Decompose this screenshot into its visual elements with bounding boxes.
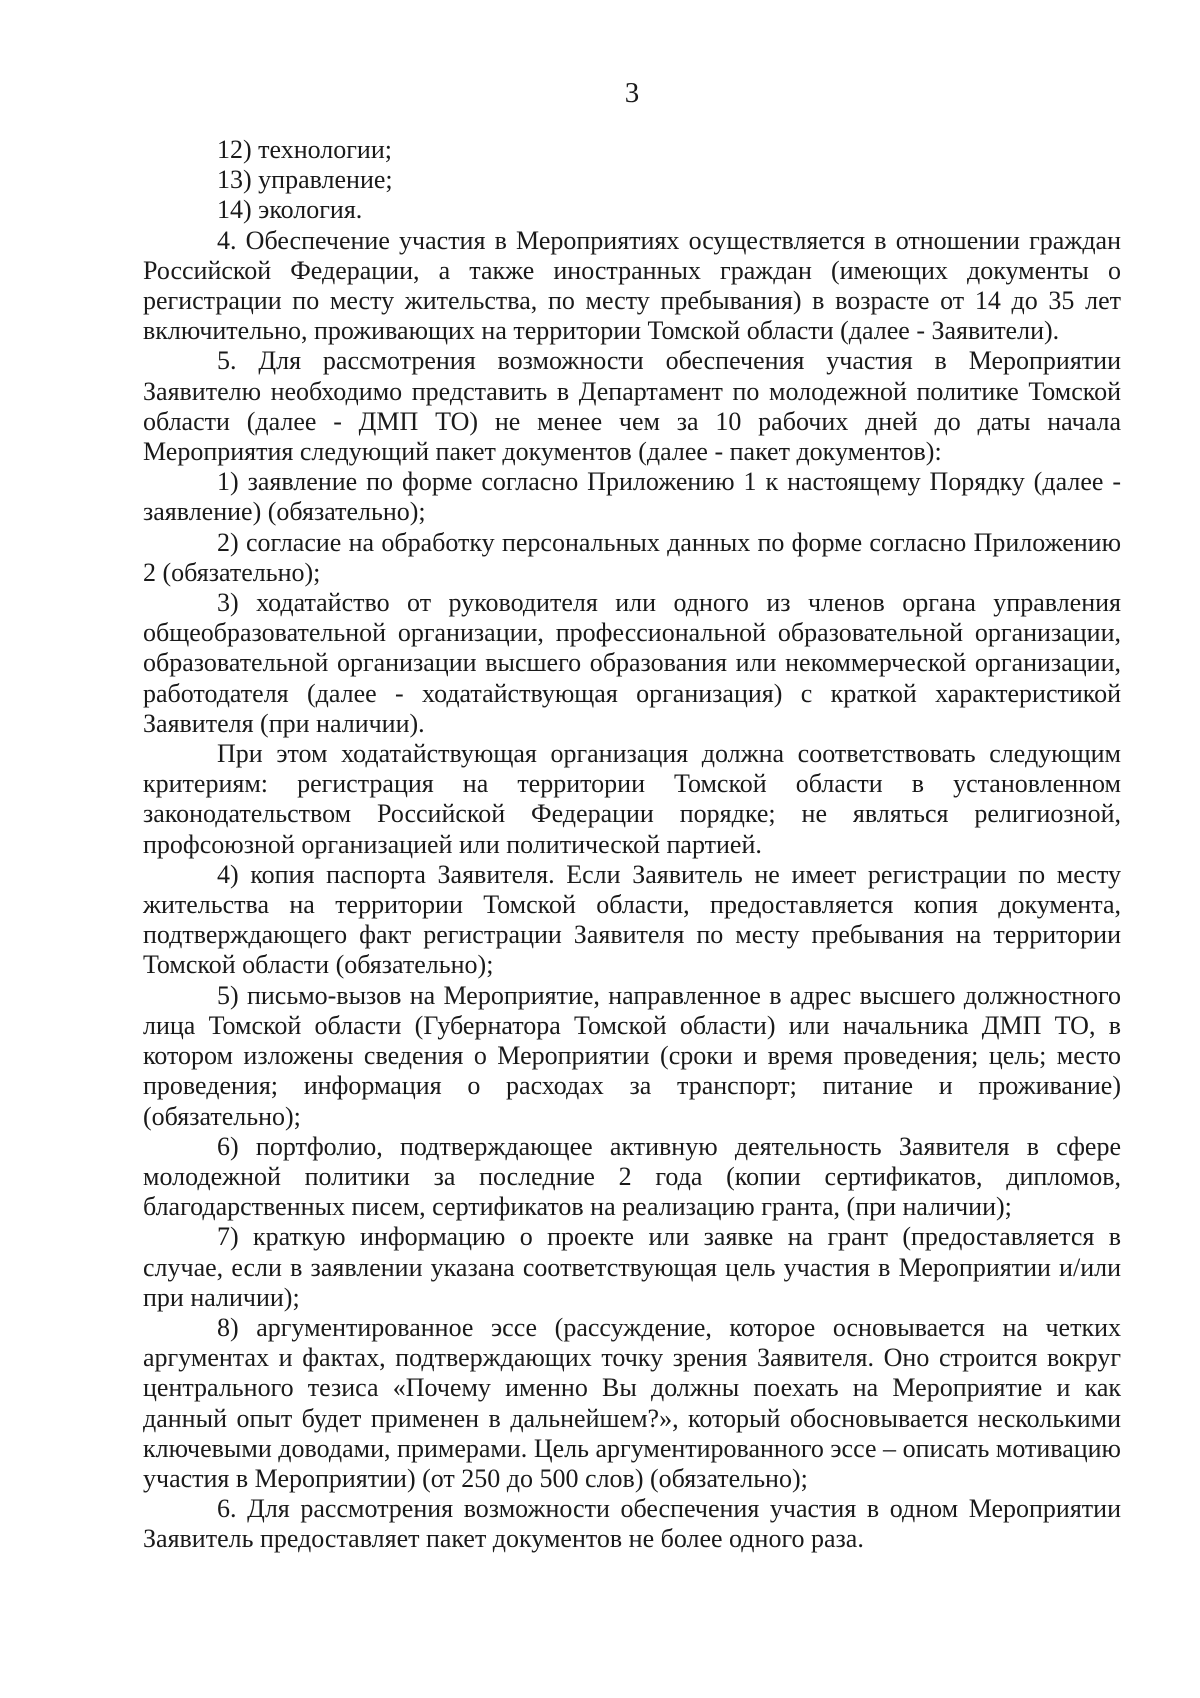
clause-4: 4. Обеспечение участия в Мероприятиях осуществляется в отношении граждан Российской Федерации, а также иностранных граждан (имеющих документы о регистрации по месту жительства, по месту пребывания) в возрасте от 14 до 35 лет включительно, проживающих на территории Томской области (далее - Заявители). <box>143 225 1121 346</box>
clause-5: 5. Для рассмотрения возможности обеспечения участия в Мероприятии Заявителю необходимо представить в Департамент по молодежной политике Томской области (далее - ДМП ТО) не менее чем за 10 рабочих дней до даты начала Мероприятия следующий пакет документов (далее - пакет документов): <box>143 346 1121 467</box>
criteria-paragraph: При этом ходатайствующая организация должна соответствовать следующим критериям: регистрация на территории Томской области в установленном законодательством Российской Федерации порядке; не являться религиозной, профсоюзной организацией или политической партией. <box>143 739 1121 859</box>
document-item-8: 8) аргументированное эссе (рассуждение, которое основывается на четких аргументах и фактах, подтверждающих точку зрения Заявителя. Оно строится вокруг центрального тезиса «Почему именно Вы должны поехать на Мероприятие и как данный опыт будет применен в дальнейшем?», который обосновывается несколькими ключевыми доводами, примерами. Цель аргументированного эссе – описать мотивацию участия в Мероприятии) (от 250 до 500 слов) (обязательно); <box>143 1312 1121 1493</box>
list-item-13: 13) управление; <box>217 165 393 195</box>
document-item-2: 2) согласие на обработку персональных данных по форме согласно Приложению 2 (обязательно); <box>143 527 1121 587</box>
document-item-6: 6) портфолио, подтверждающее активную деятельность Заявителя в сфере молодежной политики за последние 2 года (копии сертификатов, дипломов, благодарственных писем, сертификатов на реализацию гранта, (при наличии); <box>143 1131 1121 1222</box>
list-item-14: 14) экология. <box>217 195 363 225</box>
document-item-7: 7) краткую информацию о проекте или заявке на грант (предоставляется в случае, если в заявлении указана соответствующая цель участия в Мероприятии и/или при наличии); <box>143 1222 1121 1312</box>
document-body <box>143 135 1121 1555</box>
document-item-1: 1) заявление по форме согласно Приложению 1 к настоящему Порядку (далее - заявление) (обязательно); <box>143 467 1121 527</box>
document-item-3: 3) ходатайство от руководителя или одного из членов органа управления общеобразовательной организации, профессиональной образовательной организации, образовательной организации высшего образования или некоммерческой организации, работодателя (далее - ходатайствующая организация) с краткой характеристикой Заявителя (при наличии). <box>143 588 1121 738</box>
clause-6: 6. Для рассмотрения возможности обеспечения участия в одном Мероприятии Заявитель предоставляет пакет документов не более одного раза. <box>143 1494 1121 1554</box>
list-item-12: 12) технологии; <box>217 135 392 164</box>
page-number: 3 <box>624 77 640 109</box>
document-item-5: 5) письмо-вызов на Мероприятие, направленное в адрес высшего должностного лица Томской области (Губернатора Томской области) или начальника ДМП ТО, в котором изложены сведения о Мероприятии (сроки и время проведения; цель; место проведения; информация о расходах за транспорт; питание и проживание) (обязательно); <box>143 980 1121 1131</box>
document-item-4: 4) копия паспорта Заявителя. Если Заявитель не имеет регистрации по месту жительства на территории Томской области, предоставляется копия документа, подтверждающего факт регистрации Заявителя по месту пребывания на территории Томской области (обязательно); <box>143 859 1121 980</box>
